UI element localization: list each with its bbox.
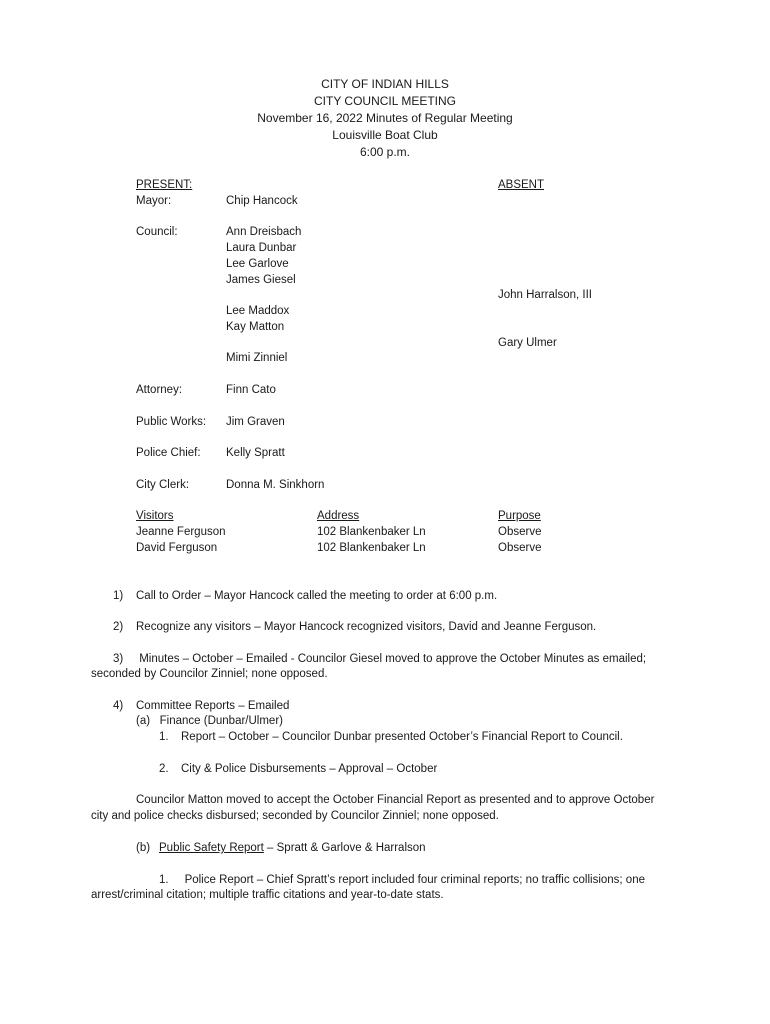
item-4a2-number: 2. xyxy=(159,763,169,775)
motion-line-2: city and police checks disbursed; seconded by Councilor Zinniel; none opposed. xyxy=(91,810,499,822)
council-member: Laura Dunbar xyxy=(226,242,297,254)
motion-line-1: Councilor Matton moved to accept the October Financial Report as presented and to approve October xyxy=(136,794,655,806)
visitor-name: Jeanne Ferguson xyxy=(136,526,226,538)
item-4a-text: (a) Finance (Dunbar/Ulmer) xyxy=(136,715,283,727)
council-member-absent: Gary Ulmer xyxy=(498,337,557,349)
item-1-text: Call to Order – Mayor Hancock called the meeting to order at 6:00 p.m. xyxy=(136,590,498,602)
visitor-name: David Ferguson xyxy=(136,542,218,554)
purpose-header: Purpose xyxy=(498,510,541,522)
header-city: CITY OF INDIAN HILLS xyxy=(321,77,449,91)
public-works-name: Jim Graven xyxy=(226,416,285,428)
item-2-text: Recognize any visitors – Mayor Hancock recognized visitors, David and Jeanne Ferguson. xyxy=(136,621,597,633)
visitor-purpose: Observe xyxy=(498,526,542,538)
visitor-purpose: Observe xyxy=(498,542,542,554)
council-member: Lee Maddox xyxy=(226,305,290,317)
item-4-text: Committee Reports – Emailed xyxy=(136,700,290,712)
header-date-line: November 16, 2022 Minutes of Regular Meeting xyxy=(257,111,513,125)
item-4a2-text: City & Police Disbursements – Approval – October xyxy=(181,763,438,775)
council-label: Council: xyxy=(136,226,178,238)
mayor-name: Chip Hancock xyxy=(226,195,298,207)
council-member: Kay Matton xyxy=(226,321,285,333)
public-works-label: Public Works: xyxy=(136,416,207,428)
item-3-line-2: seconded by Councilor Zinniel; none opposed. xyxy=(91,668,328,680)
absent-label: ABSENT xyxy=(498,179,545,191)
header-meeting: CITY COUNCIL MEETING xyxy=(313,94,456,108)
item-2-number: 2) xyxy=(113,621,124,633)
item-4b-title: Public Safety Report xyxy=(159,842,264,854)
attorney-label: Attorney: xyxy=(136,384,183,396)
council-member: Lee Garlove xyxy=(226,258,289,270)
mayor-label: Mayor: xyxy=(136,195,172,207)
council-member: James Giesel xyxy=(226,274,296,286)
item-4b1-line-1: 1. Police Report – Chief Spratt’s report included four criminal reports; no traffic collisions; one xyxy=(159,874,645,886)
header-time: 6:00 p.m. xyxy=(359,145,411,159)
council-member: Ann Dreisbach xyxy=(226,226,302,238)
item-1-number: 1) xyxy=(113,590,124,602)
header-location: Louisville Boat Club xyxy=(332,128,438,142)
city-clerk-name: Donna M. Sinkhorn xyxy=(226,479,325,491)
item-4a1-number: 1. xyxy=(159,731,169,743)
item-4-number: 4) xyxy=(113,700,124,712)
item-4a1-text: Report – October – Councilor Dunbar presented October’s Financial Report to Council. xyxy=(181,731,623,743)
police-chief-label: Police Chief: xyxy=(136,447,201,459)
item-3-line-1: 3) Minutes – October – Emailed - Councilor Giesel moved to approve the October Minutes as emailed; xyxy=(113,653,647,665)
visitor-address: 102 Blankenbaker Ln xyxy=(317,542,426,554)
item-4b-heading xyxy=(159,841,426,856)
visitor-address: 102 Blankenbaker Ln xyxy=(317,526,426,538)
council-member: Mimi Zinniel xyxy=(226,352,288,364)
item-4b-number: (b) xyxy=(136,842,151,854)
address-header: Address xyxy=(317,510,360,522)
present-label: PRESENT: xyxy=(136,179,193,191)
council-member-absent: John Harralson, III xyxy=(498,289,592,301)
attorney-name: Finn Cato xyxy=(226,384,276,396)
item-4b-rest: – Spratt & Garlove & Harralson xyxy=(263,842,426,854)
visitors-header: Visitors xyxy=(136,510,174,522)
police-chief-name: Kelly Spratt xyxy=(226,447,285,459)
city-clerk-label: City Clerk: xyxy=(136,479,190,491)
item-4b1-line-2: arrest/criminal citation; multiple traffic citations and year-to-date stats. xyxy=(91,889,444,901)
